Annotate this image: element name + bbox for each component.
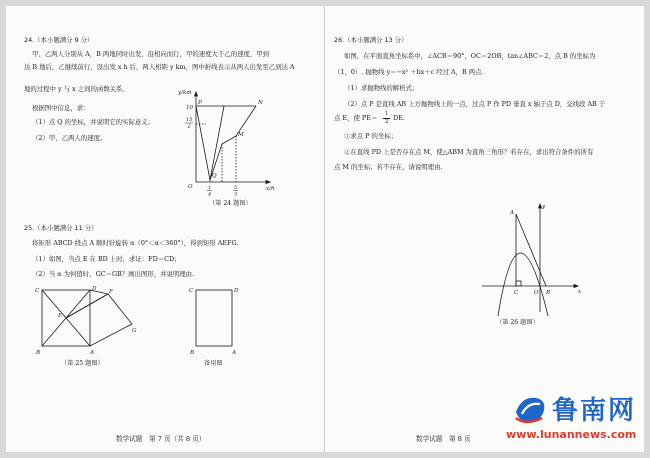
q24-ylabel: y/km: [178, 90, 192, 96]
q25-spare-b: B: [190, 350, 195, 356]
q25-figure: [30, 284, 140, 356]
q24-x-arrow: [266, 181, 270, 184]
q25-label-f: F: [109, 289, 113, 295]
q24-ytick-10: 10: [186, 105, 194, 111]
footer-page-8: 数学试题 第 8 页: [416, 435, 471, 443]
q26-graph: [476, 200, 586, 316]
q24-xlabel: x/h: [266, 186, 275, 192]
q26-line-5b: DE.: [393, 114, 405, 122]
q24-point-n: N: [258, 100, 263, 106]
q26-line-6: ①求点 P 的坐标；: [344, 132, 398, 140]
q24-point-m: M: [238, 132, 244, 138]
q25-line-3: （2）当 α 为何值时，GC＝GB？画出图形，并说明理由.: [32, 270, 195, 278]
q24-point-p: P: [198, 100, 202, 106]
q25-label-a: A: [90, 350, 95, 356]
q24-xtick1-den: 4: [208, 191, 212, 198]
q25-label-e: E: [58, 313, 63, 319]
q24-xtick1-num: 1: [208, 185, 212, 191]
q24-line-pq: [196, 106, 224, 180]
q26-right-angle: [516, 281, 521, 286]
q25-rect-aefg: [66, 294, 132, 346]
q26-line-8: 点 M 的坐标；若不存在，请说明理由.: [334, 163, 443, 171]
q25-seg-ce: [42, 290, 66, 318]
q26-xlabel: x: [578, 289, 582, 295]
q24-point-q: Q: [212, 173, 217, 179]
q25-spare-rect: [196, 290, 232, 346]
q26-point-c: C: [514, 290, 519, 296]
q24-line-1: 甲、乙两人分别从 A，B 两地同时出发，沿相向而行，甲的速度大于乙的速度，甲到: [32, 50, 270, 58]
q24-heading: 24.（本小题满分 9 分）: [24, 36, 94, 44]
q26-line-7: ②在直线 PD 上是否存在点 M，使△ABM 为直角三角形？若存在，求出符合条件的所有: [344, 148, 594, 156]
q25-label-g: G: [132, 328, 137, 334]
q25-caption: （第 25 题图）: [61, 360, 104, 367]
q24-line-2: 达 B 地后，乙继续前行，设出发 x h 后，两人相距 y km，图中折线表示从两人出发至乙到达 A: [24, 63, 295, 71]
q25-line-2: （1）如图，当点 E 在 BD 上时，求证：FD＝CD；: [32, 255, 181, 263]
q25-label-b: B: [36, 350, 41, 356]
q24-graph: [174, 86, 278, 198]
q25-spare-a: A: [232, 350, 237, 356]
q26-line-2: （1，0）. 抛物线 y＝−x² ＋bx＋c 经过 A，B 两点.: [334, 68, 484, 76]
q25-seg-ef: [66, 294, 108, 318]
q24-xtick2-num: 5: [234, 185, 238, 191]
q26-ylabel: y: [542, 204, 546, 210]
q24-line-4: 根据图中信息，求：: [32, 104, 90, 112]
q26-heading: 26.（本小题满分 13 分）: [334, 36, 408, 44]
page-divider: [324, 6, 325, 452]
q25-heading: 25.（本小题满分 11 分）: [24, 224, 98, 232]
q26-line-5a: 点 E，使 PE＝: [334, 114, 378, 122]
q26-line-4: （2）点 P 是直线 AB 上方抛物线上的一点，过点 P 作 PD 垂直 x 轴于点 D，交线段 AB 于: [344, 100, 606, 108]
q26-caption: （第 26 题图）: [496, 319, 539, 326]
q25-spare-c: C: [189, 288, 194, 294]
q25-label-c: C: [35, 288, 40, 294]
q24-origin: O: [188, 184, 193, 190]
q24-ytick-frac-den: 2: [187, 124, 191, 130]
q26-point-b: B: [546, 290, 551, 296]
q26-seg-ab: [516, 214, 546, 286]
q24-line-6: （2）甲、乙两人的速度。: [32, 134, 107, 142]
q25-spare-d: D: [234, 288, 239, 294]
exam-sheet: [6, 6, 644, 452]
q24-ytick-frac-num: 15: [186, 117, 193, 123]
footer-page-7: 数学试题 第 7 页（共 8 页）: [116, 435, 206, 443]
q26-half-den: 2: [385, 119, 389, 125]
q25-line-1: 将矩形 ABCD 绕点 A 顺时针旋转 α（0°＜α＜360°），得到矩形 AEFG.: [32, 239, 239, 247]
watermark-title: 鲁南网: [552, 396, 637, 426]
watermark-url: www.lunannews.com: [506, 428, 637, 441]
q26-line-3: （1）求抛物线的解析式；: [344, 84, 419, 92]
q26-point-o: O: [534, 290, 539, 296]
q24-line-3: 地的过程中 y 与 x 之间的函数关系。: [24, 85, 129, 93]
q25-label-d: D: [92, 286, 97, 292]
q24-line-5: （1）点 Q 的坐标，并说明它的实际意义；: [32, 118, 155, 126]
q25-spare-figure: [186, 284, 246, 356]
q25-spare-caption: 备用图: [204, 360, 223, 367]
site-watermark: [506, 390, 636, 450]
q26-line-1: 如图，在平面直角坐标系中，∠ACB＝90°，OC＝2OB，tan∠ABC＝2，点 B 的坐标为: [344, 52, 596, 60]
watermark-logo-icon: [512, 392, 550, 426]
q26-half-num: 1: [385, 111, 389, 117]
q24-xtick2-den: 3: [234, 191, 238, 198]
q26-x-arrow: [574, 285, 578, 288]
q24-y-arrow: [195, 92, 198, 96]
q24-caption: （第 24 题图）: [209, 200, 252, 207]
q26-parabola: [498, 253, 551, 316]
q26-point-a: A: [510, 210, 515, 216]
